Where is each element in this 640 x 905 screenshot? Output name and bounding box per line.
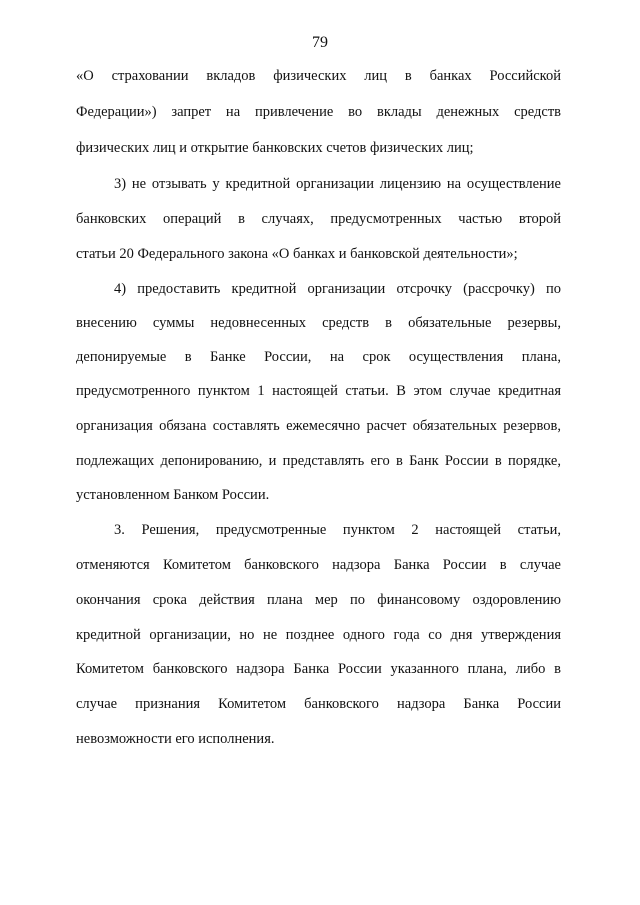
- text-line: случае признания Комитетом банковского надзора Банка России: [76, 696, 561, 712]
- text-line: установленном Банком России.: [76, 487, 270, 503]
- text-line: 3. Решения, предусмотренные пунктом 2 настоящей статьи,: [114, 522, 561, 538]
- text-line: кредитной организации, но не позднее одного года со дня утверждения: [76, 627, 561, 643]
- text-line: предусмотренного пунктом 1 настоящей статьи. В этом случае кредитная: [76, 383, 561, 399]
- text-line: организация обязана составлять ежемесячно расчет обязательных резервов,: [76, 418, 561, 434]
- text-line: банковских операций в случаях, предусмотренных частью второй: [76, 211, 561, 227]
- text-line: 3) не отзывать у кредитной организации лицензию на осуществление: [114, 176, 561, 192]
- text-line: внесению суммы недовнесенных средств в обязательные резервы,: [76, 315, 561, 331]
- text-line: подлежащих депонированию, и представлять его в Банк России в порядке,: [76, 453, 561, 469]
- text-line: «О страховании вкладов физических лиц в банках Российской: [76, 68, 561, 84]
- text-line: окончания срока действия плана мер по финансовому оздоровлению: [76, 592, 561, 608]
- text-line: депонируемые в Банке России, на срок осуществления плана,: [76, 349, 561, 365]
- text-line: 4) предоставить кредитной организации отсрочку (рассрочку) по: [114, 281, 561, 297]
- text-line: физических лиц и открытие банковских счетов физических лиц;: [76, 140, 474, 156]
- text-line: статьи 20 Федерального закона «О банках и банковской деятельности»;: [76, 246, 518, 262]
- text-line: невозможности его исполнения.: [76, 731, 275, 747]
- page-number: 79: [312, 34, 328, 51]
- text-line: отменяются Комитетом банковского надзора Банка России в случае: [76, 557, 561, 573]
- text-line: Комитетом банковского надзора Банка России указанного плана, либо в: [76, 661, 561, 677]
- text-line: Федерации») запрет на привлечение во вклады денежных средств: [76, 104, 561, 120]
